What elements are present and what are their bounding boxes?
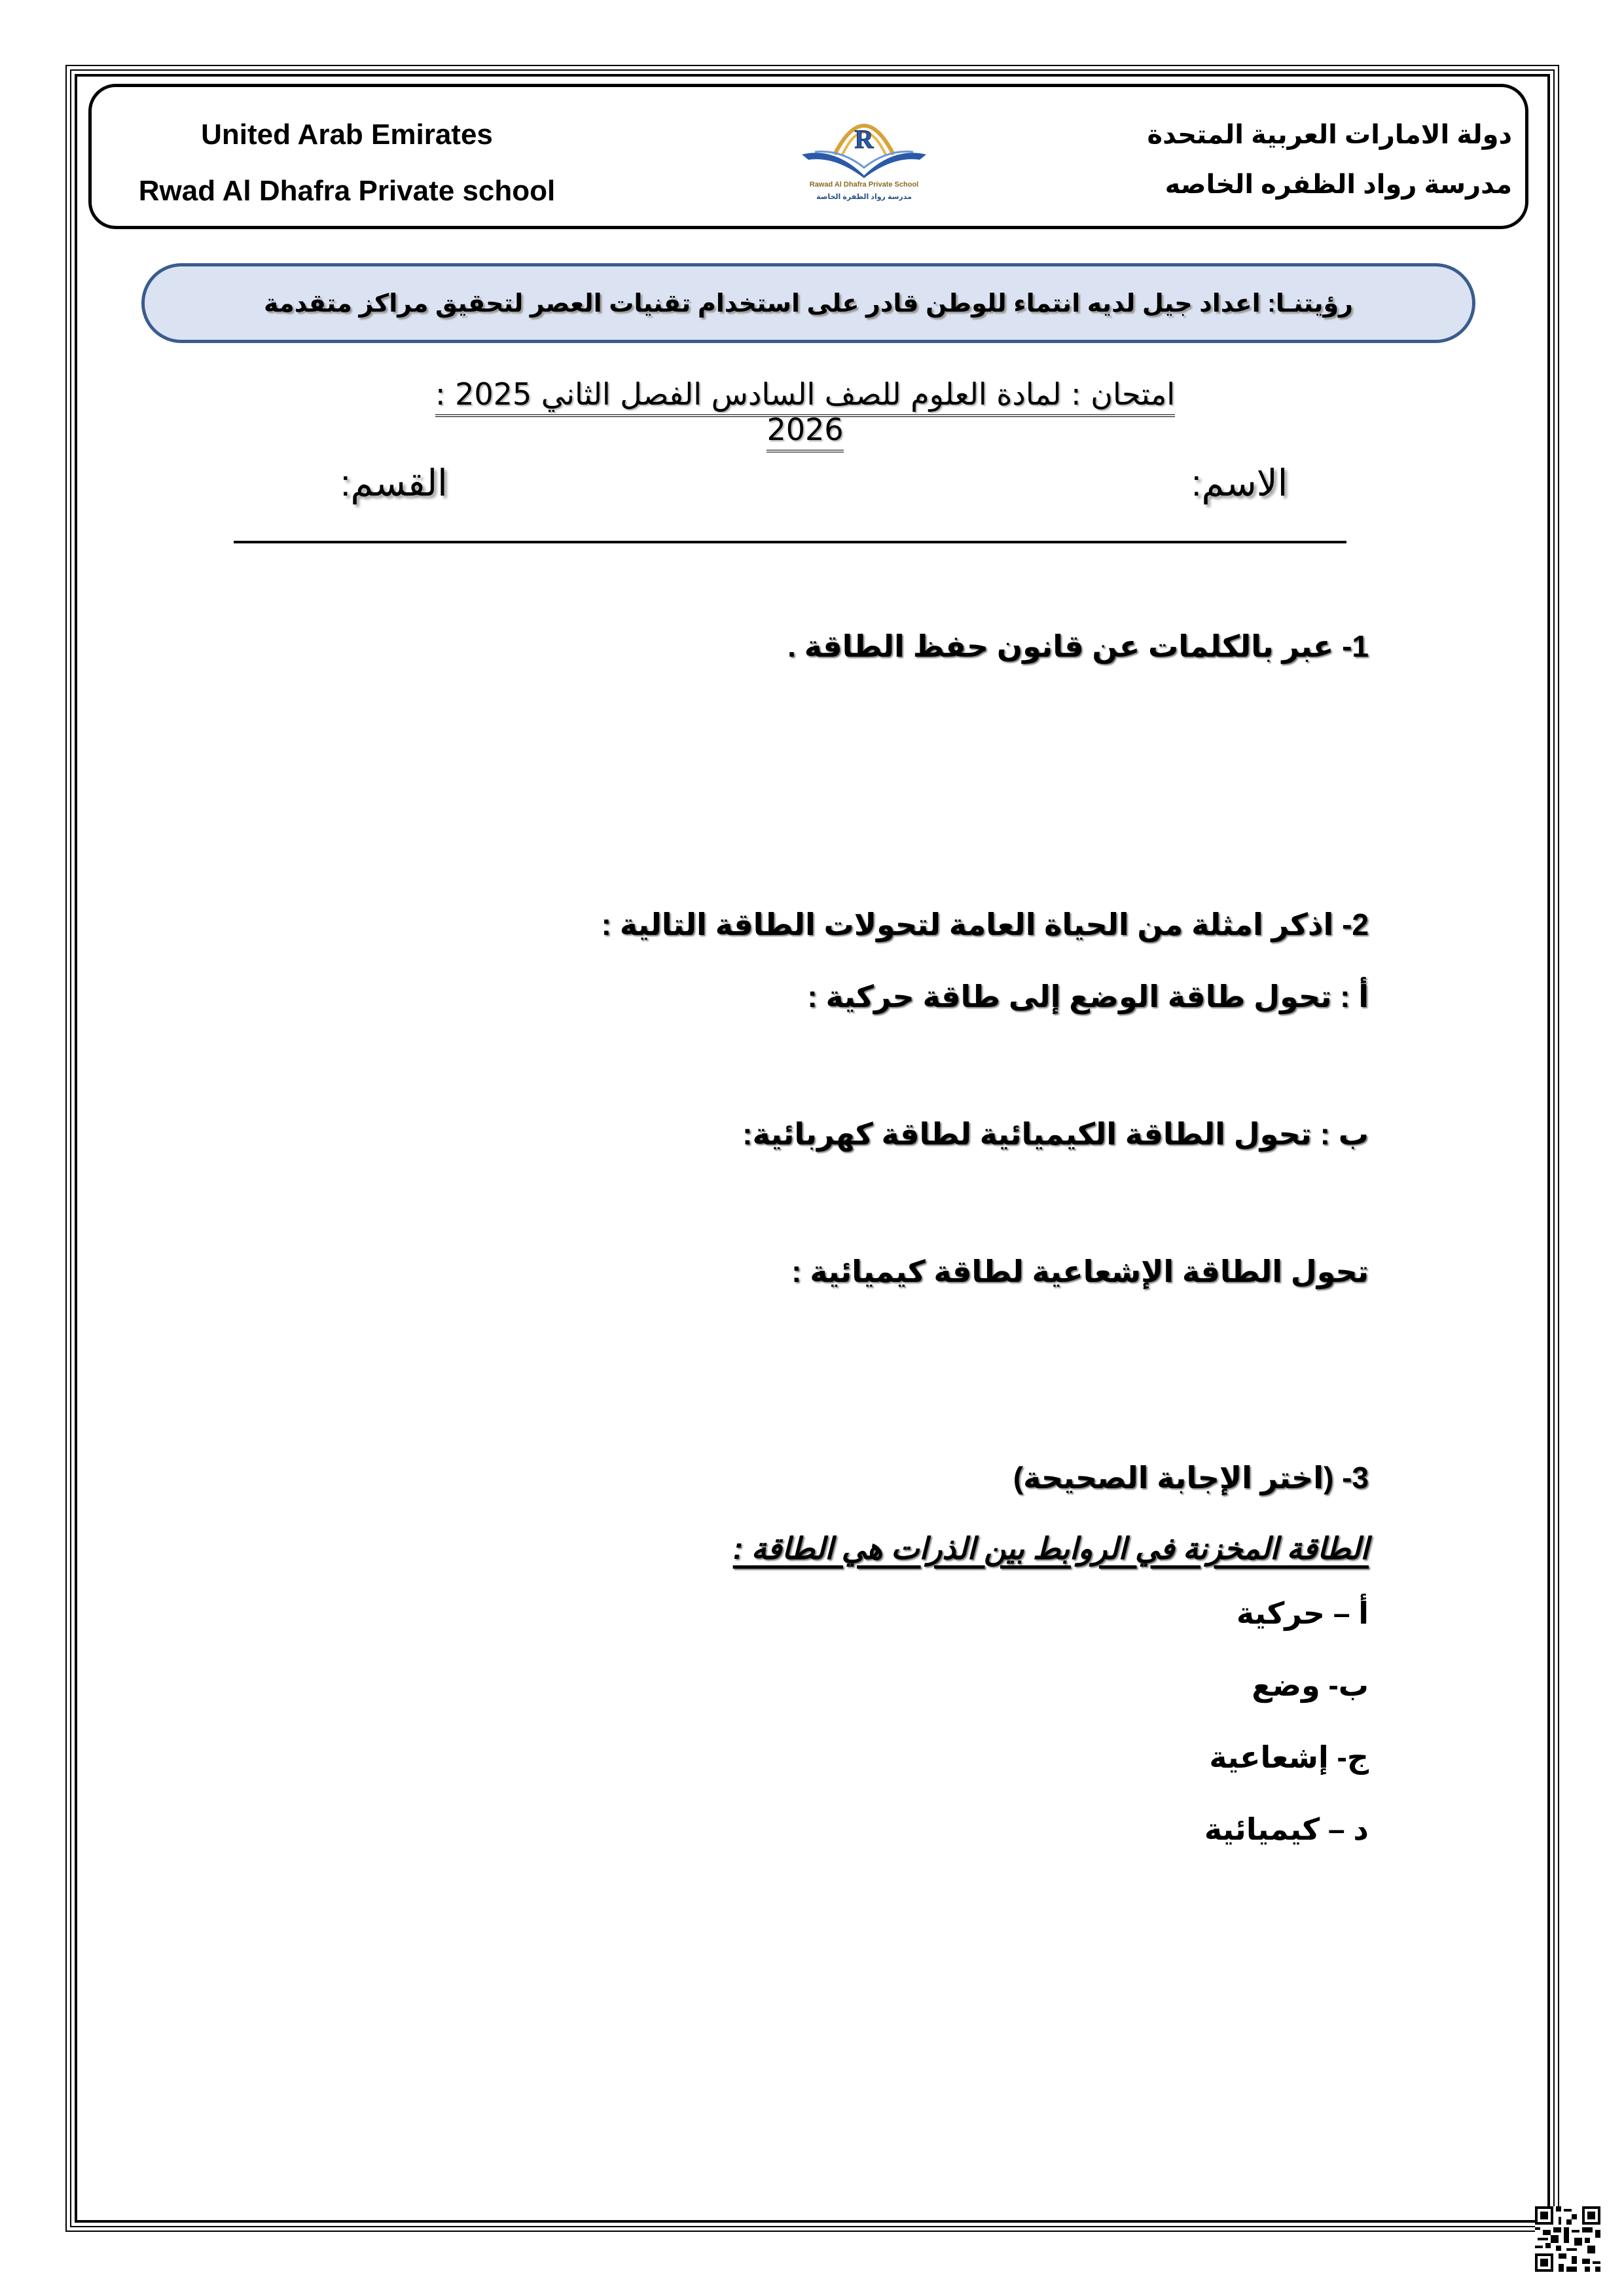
qr-code-icon bbox=[1535, 2206, 1600, 2272]
student-name-label: الاسم: bbox=[1191, 462, 1288, 503]
vision-banner bbox=[141, 263, 1475, 343]
question-1: 1- عبر بالكلمات عن قانون حفظ الطاقة . bbox=[787, 629, 1369, 663]
country-name-ar: دولة الامارات العربية المتحدة bbox=[1147, 120, 1512, 149]
exam-title-text: امتحان : لمادة العلوم للصف السادس الفصل الثاني 2025 : 2026 bbox=[435, 376, 1175, 452]
answer-option-c[interactable]: ج- إشعاعية bbox=[1209, 1740, 1369, 1774]
student-class-label: القسم: bbox=[340, 462, 448, 503]
school-name-en: Rwad Al Dhafra Private school bbox=[138, 175, 556, 207]
book-arch-logo-icon bbox=[789, 103, 939, 179]
logo-tagline-ar: مدرسة رواد الظفرة الخاصة bbox=[816, 193, 912, 201]
question-3-prompt: 3- (اختر الإجابة الصحيحة) bbox=[1013, 1461, 1369, 1495]
answer-option-d[interactable]: د – كيميائية bbox=[1204, 1812, 1369, 1846]
vision-text: رؤيتنـا: اعداد جيل لديه انتماء للوطن قادر على استخدام تقنيات العصر لتحقيق مراكز متقدمة bbox=[264, 289, 1353, 318]
question-2-part-c: تحول الطاقة الإشعاعية لطاقة كيميائية : bbox=[791, 1254, 1369, 1288]
school-header bbox=[88, 84, 1528, 229]
question-2-part-b: ب : تحول الطاقة الكيميائية لطاقة كهربائية: bbox=[742, 1117, 1369, 1151]
logo-tagline-en: Rawad Al Dhafra Private School bbox=[809, 181, 919, 189]
question-3-stem: الطاقة المخزنة في الروابط بين الذرات هي الطاقة : bbox=[732, 1531, 1369, 1565]
question-2-prompt: 2- اذكر امثلة من الحياة العامة لتحولات الطاقة التالية : bbox=[601, 907, 1369, 941]
exam-title bbox=[406, 376, 1204, 447]
question-2-part-a: أ : تحول طاقة الوضع إلى طاقة حركية : bbox=[807, 979, 1369, 1013]
name-divider-line bbox=[234, 541, 1346, 543]
answer-option-a[interactable]: أ – حركية bbox=[1236, 1596, 1369, 1630]
country-name-en: United Arab Emirates bbox=[201, 118, 493, 151]
school-logo bbox=[789, 103, 939, 208]
school-name-ar: مدرسة رواد الظفره الخاصه bbox=[1164, 170, 1512, 199]
answer-option-b[interactable]: ب- وضع bbox=[1252, 1668, 1369, 1702]
svg-text:R: R bbox=[854, 124, 874, 154]
